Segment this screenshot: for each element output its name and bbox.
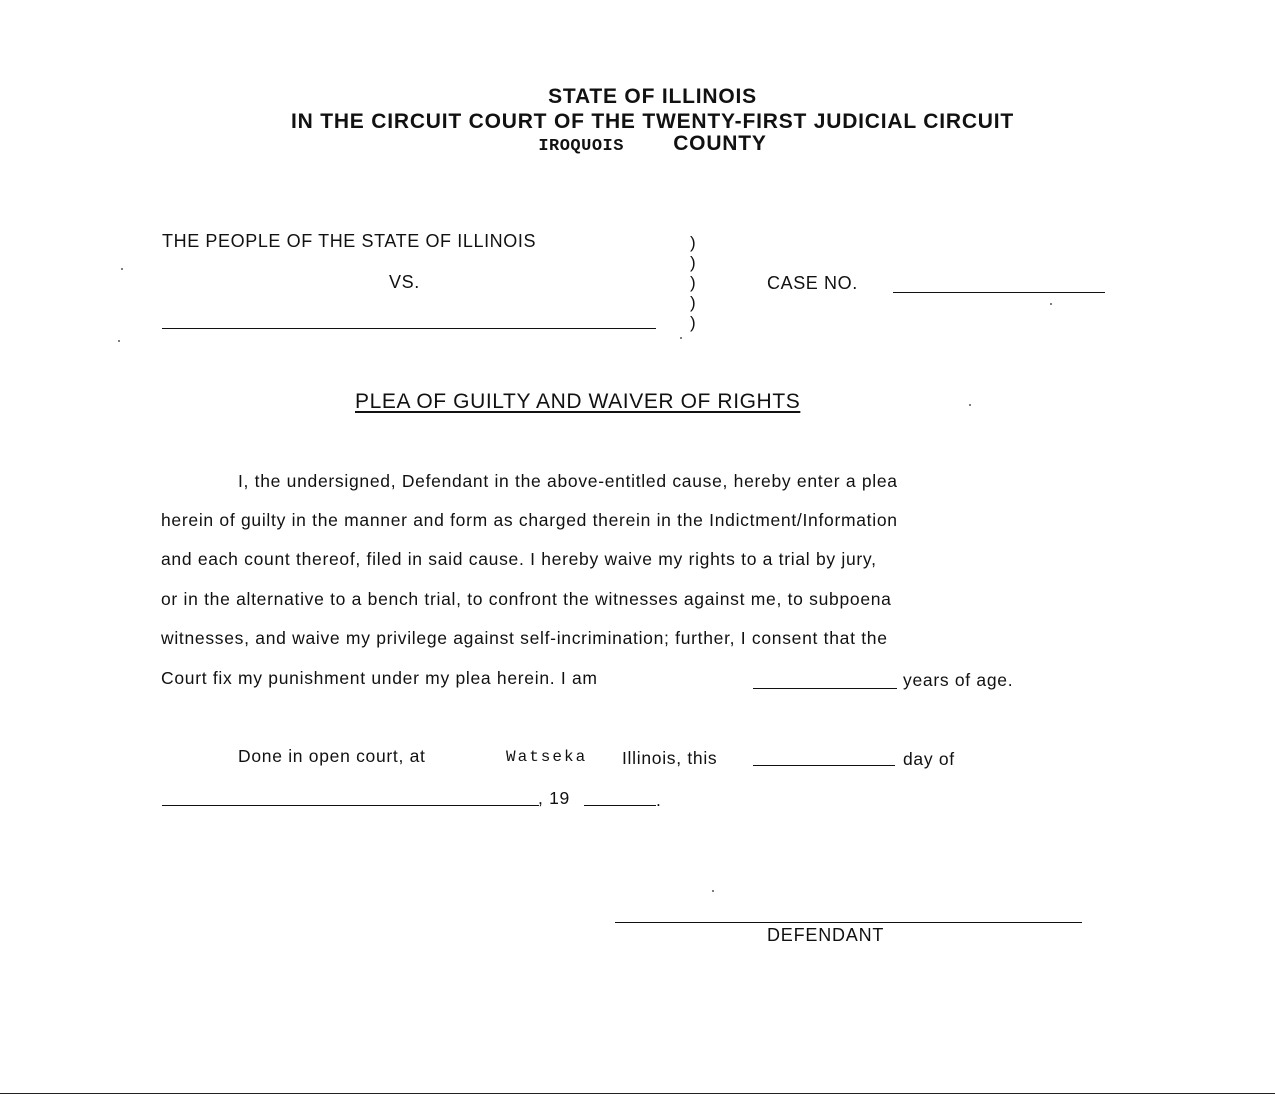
caption-paren: ) [690, 273, 696, 292]
scan-speck [121, 268, 123, 270]
defendant-name-line[interactable] [162, 328, 656, 329]
header-state: STATE OF ILLINOIS [548, 85, 757, 108]
scan-speck [712, 890, 714, 892]
year-prefix: , 19 [538, 788, 570, 808]
year-suffix: . [656, 790, 662, 810]
defendant-label: DEFENDANT [767, 925, 885, 945]
page-bottom-edge [0, 1093, 1275, 1094]
scan-speck [680, 337, 682, 339]
scan-speck [969, 404, 971, 406]
case-no-label: CASE NO. [767, 273, 858, 293]
body-line-6-end: years of age. [903, 670, 1014, 690]
caption-paren: ) [690, 233, 696, 252]
scan-speck [1050, 303, 1052, 305]
body-line-2: herein of guilty in the manner and form as charged therein in the Indictment/Information [161, 510, 898, 530]
age-line[interactable] [753, 688, 897, 689]
defendant-signature-line[interactable] [615, 922, 1082, 923]
county-label: COUNTY [673, 132, 767, 155]
done-prefix: Done in open court, at [238, 746, 426, 766]
caption-paren: ) [690, 253, 696, 272]
body-line-3: and each count thereof, filed in said cause. I hereby waive my rights to a trial by jury, [161, 549, 877, 569]
caption-paren: ) [690, 293, 696, 312]
case-no-line[interactable] [893, 292, 1105, 293]
county-name: IROQUOIS [538, 137, 624, 156]
versus-label: VS. [389, 272, 420, 292]
document-title: PLEA OF GUILTY AND WAIVER OF RIGHTS [355, 390, 801, 413]
month-line[interactable] [162, 805, 539, 806]
header-court: IN THE CIRCUIT COURT OF THE TWENTY-FIRST JUDICIAL CIRCUIT [290, 110, 1015, 133]
plaintiff-name: THE PEOPLE OF THE STATE OF ILLINOIS [162, 231, 537, 251]
done-city: Watseka [506, 748, 588, 766]
scan-speck [118, 340, 120, 342]
year-line[interactable] [584, 805, 656, 806]
header-county-line [0, 132, 1275, 156]
body-line-1: I, the undersigned, Defendant in the above-entitled cause, hereby enter a plea [238, 471, 898, 491]
day-of-label: day of [903, 749, 955, 769]
caption-paren: ) [690, 313, 696, 332]
body-line-6: Court fix my punishment under my plea herein. I am [161, 668, 598, 688]
day-line[interactable] [753, 765, 895, 766]
done-suffix: Illinois, this [622, 748, 718, 768]
body-line-4: or in the alternative to a bench trial, to confront the witnesses against me, to subpoena [161, 589, 892, 609]
body-line-5: witnesses, and waive my privilege against self-incrimination; further, I consent that the [161, 628, 888, 648]
